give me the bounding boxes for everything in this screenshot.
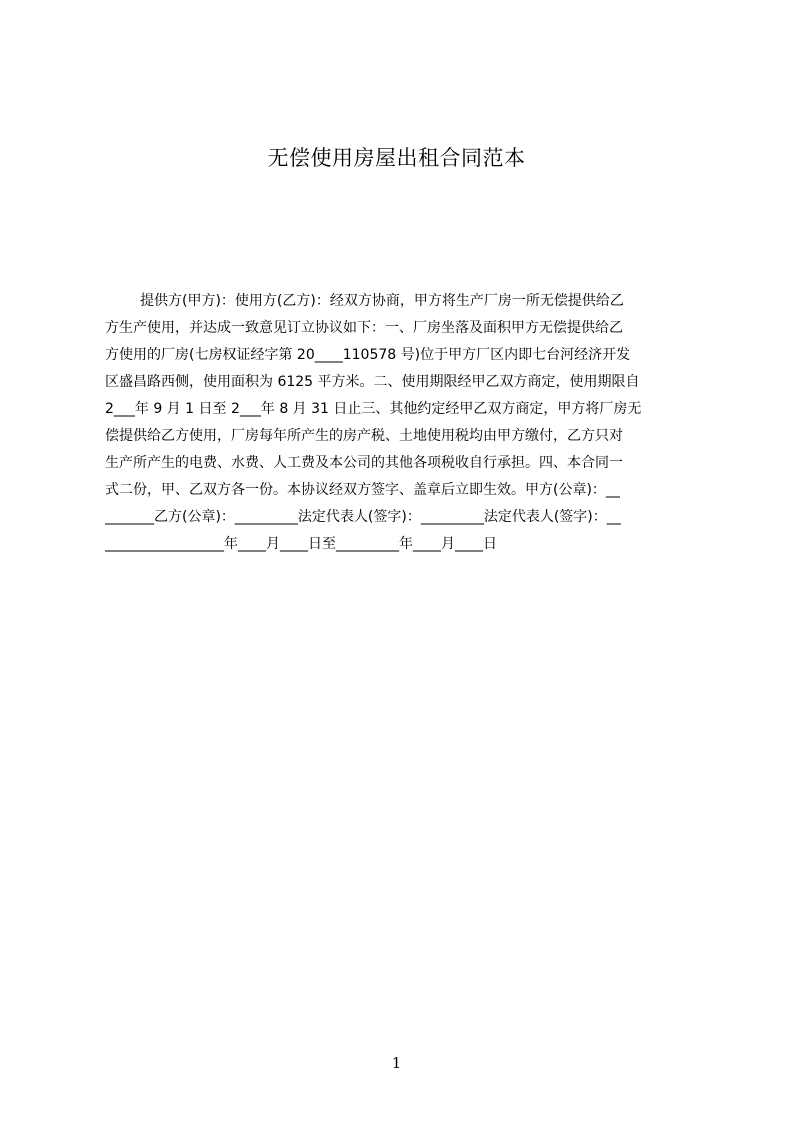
page-number: 1 (391, 1054, 402, 1072)
body-line: _______乙方(公章)：_________法定代表人(签字)：_________法定代表人(签字)：__ (105, 509, 621, 525)
body-line: 生产所产生的电费、水费、人工费及本公司的其他各项税收自行承担。四、本合同一 (105, 455, 623, 471)
body-line: 方生产使用，并达成一致意见订立协议如下：一、厂房坐落及面积甲方无偿提供给乙 (105, 320, 623, 336)
document-title: 无偿使用房屋出租合同范本 (267, 146, 526, 170)
contract-body (105, 288, 698, 558)
body-line: 2___年 9 月 1 日至 2___年 8 月 31 日止三、其他约定经甲乙双方商定，甲方将厂房无 (105, 401, 642, 417)
body-line: 区盛昌路西侧，使用面积为 6125 平方米。二、使用期限经甲乙双方商定，使用期限自 (105, 374, 640, 390)
body-line: 偿提供给乙方使用，厂房每年所产生的房产税、土地使用税均由甲方缴付，乙方只对 (105, 428, 623, 444)
body-line: 方使用的厂房(七房权证经字第 20____110578 号)位于甲方厂区内即七台河经济开发 (105, 347, 631, 363)
body-line: _________________年____月____日至_________年____月____日 (105, 536, 497, 552)
body-line: 式二份，甲、乙双方各一份。本协议经双方签字、盖章后立即生效。甲方(公章)：__ (105, 482, 620, 498)
body-line: 提供方(甲方)：使用方(乙方)：经双方协商，甲方将生产厂房一所无偿提供给乙 (140, 293, 624, 309)
